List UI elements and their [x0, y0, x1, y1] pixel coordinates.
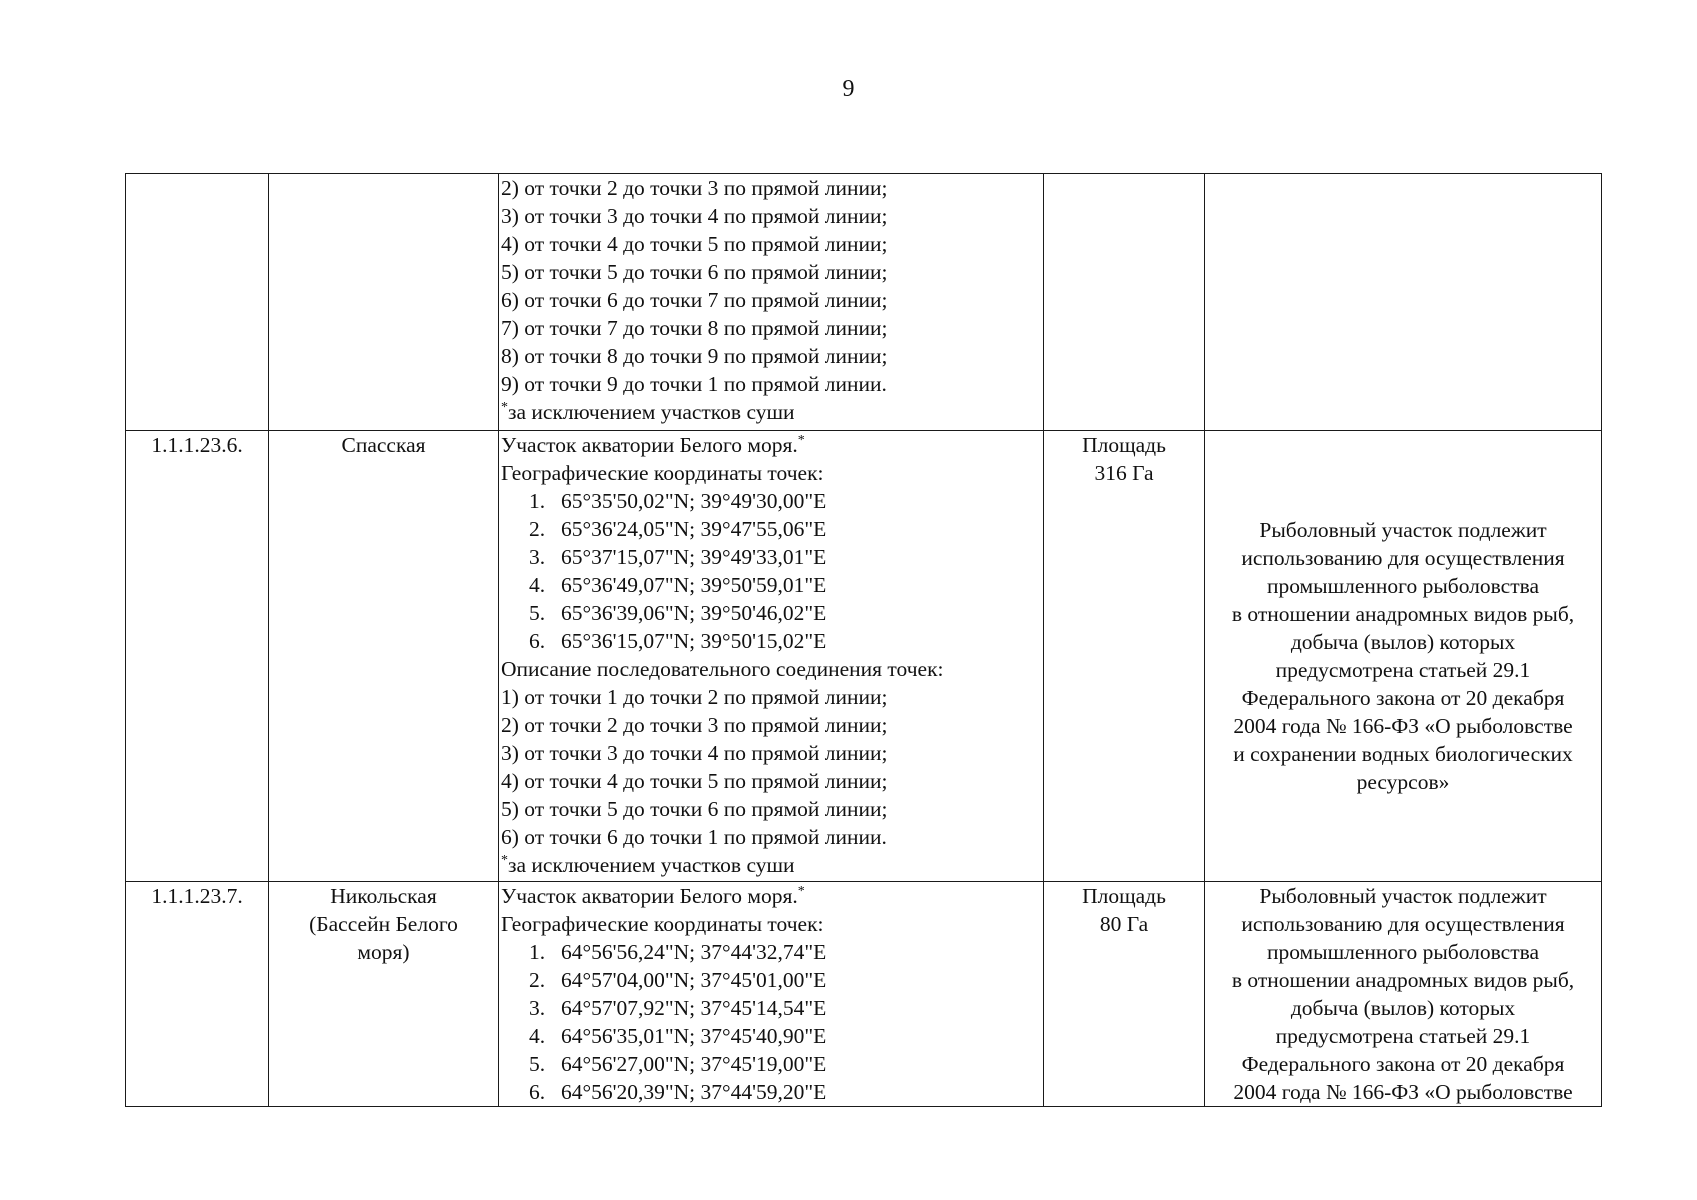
note-line: Рыболовный участок подлежит: [1259, 518, 1547, 542]
area-name-line: моря): [357, 940, 410, 964]
connection-item: 3) от точки 3 до точки 4 по прямой линии;: [501, 741, 888, 765]
coordinate-item: [501, 515, 1041, 543]
note-line: предусмотрена статьей 29.1: [1275, 1024, 1531, 1048]
footnote-marker: *: [797, 883, 805, 899]
area-intro-text: Участок акватории Белого моря.: [501, 884, 798, 908]
note-line: и сохранении водных биологических: [1233, 742, 1573, 766]
coordinate-item: [501, 599, 1041, 627]
coordinate-index: 5.: [529, 601, 546, 625]
footnote-marker: *: [797, 432, 805, 448]
footnote-marker: *: [501, 399, 508, 415]
connection-item: 4) от точки 4 до точки 5 по прямой линии;: [501, 769, 888, 793]
coordinate-item: [501, 571, 1041, 599]
coordinate-item: [501, 938, 1041, 966]
coordinate-index: 6.: [529, 629, 546, 653]
coordinate-index: 5.: [529, 1052, 546, 1076]
coordinate-value: 64°57'04,00"N; 37°45'01,00"E: [561, 968, 827, 992]
table-body: [126, 174, 1602, 1107]
coordinate-index: 3.: [529, 996, 546, 1020]
note-line: 2004 года № 166-ФЗ «О рыболовстве: [1233, 1080, 1573, 1104]
note-line: Федерального закона от 20 декабря: [1241, 1052, 1565, 1076]
coordinate-item: [501, 543, 1041, 571]
table-row: [126, 431, 1602, 882]
area-intro: [501, 882, 1041, 910]
footnote-text: за исключением участков суши: [508, 853, 795, 877]
coordinate-index: 2.: [529, 517, 546, 541]
connection-header: Описание последовательного соединения точек:: [501, 657, 944, 681]
connection-item: 8) от точки 8 до точки 9 по прямой линии;: [501, 344, 888, 368]
cell-area-description: [499, 174, 1044, 431]
coordinates-header: Географические координаты точек:: [501, 461, 824, 485]
cell-area-description: [499, 431, 1044, 882]
note-line: добыча (вылов) которых: [1290, 996, 1516, 1020]
note-line: Федерального закона от 20 декабря: [1241, 686, 1565, 710]
note-line: Рыболовный участок подлежит: [1259, 884, 1547, 908]
cell-area-name: [269, 174, 499, 431]
coordinate-value: 65°37'15,07"N; 39°49'33,01"E: [561, 545, 827, 569]
cell-area-note: [1205, 431, 1602, 882]
connection-item: 1) от точки 1 до точки 2 по прямой линии;: [501, 685, 888, 709]
note-line: добыча (вылов) которых: [1290, 630, 1516, 654]
connection-item: 2) от точки 2 до точки 3 по прямой линии;: [501, 713, 888, 737]
coordinate-item: [501, 487, 1041, 515]
fishing-areas-table: [125, 173, 1602, 1107]
coordinate-item: [501, 627, 1041, 655]
area-name-line: Никольская: [330, 884, 437, 908]
cell-area-number: [126, 431, 269, 882]
note-line: 2004 года № 166-ФЗ «О рыболовстве: [1233, 714, 1573, 738]
coordinate-value: 64°56'20,39"N; 37°44'59,20"E: [561, 1080, 827, 1104]
area-number: 1.1.1.23.7.: [151, 884, 243, 908]
coordinate-value: 65°36'24,05"N; 39°47'55,06"E: [561, 517, 827, 541]
cell-area-note: [1205, 174, 1602, 431]
connection-item: 6) от точки 6 до точки 7 по прямой линии;: [501, 288, 888, 312]
note-line: промышленного рыболовства: [1266, 940, 1540, 964]
cell-area-note: [1205, 882, 1602, 1107]
note-line: ресурсов»: [1356, 770, 1450, 794]
coordinate-item: [501, 966, 1041, 994]
coordinate-value: 64°56'35,01"N; 37°45'40,90"E: [561, 1024, 827, 1048]
connection-item: 5) от точки 5 до точки 6 по прямой линии;: [501, 797, 888, 821]
coordinate-item: [501, 1050, 1041, 1078]
area-number: 1.1.1.23.6.: [151, 433, 243, 457]
footnote-text: за исключением участков суши: [508, 400, 795, 424]
coordinate-value: 64°56'56,24"N; 37°44'32,74"E: [561, 940, 827, 964]
connection-item: 7) от точки 7 до точки 8 по прямой линии;: [501, 316, 888, 340]
area-size-line: Площадь: [1082, 433, 1166, 457]
coordinate-value: 65°35'50,02"N; 39°49'30,00"E: [561, 489, 827, 513]
cell-area-number: [126, 882, 269, 1107]
area-name-line: Спасская: [341, 433, 426, 457]
coordinate-index: 1.: [529, 489, 546, 513]
connection-item: 3) от точки 3 до точки 4 по прямой линии;: [501, 204, 888, 228]
connection-item: 4) от точки 4 до точки 5 по прямой линии;: [501, 232, 888, 256]
coordinate-value: 64°56'27,00"N; 37°45'19,00"E: [561, 1052, 827, 1076]
connection-item: 2) от точки 2 до точки 3 по прямой линии;: [501, 176, 888, 200]
connection-item: 9) от точки 9 до точки 1 по прямой линии.: [501, 372, 887, 396]
cell-area-name: [269, 882, 499, 1107]
coordinate-item: [501, 994, 1041, 1022]
note-line: промышленного рыболовства: [1266, 574, 1540, 598]
note-line: использованию для осуществления: [1241, 546, 1565, 570]
area-intro-text: Участок акватории Белого моря.: [501, 433, 798, 457]
note-line: использованию для осуществления: [1241, 912, 1565, 936]
cell-area-name: [269, 431, 499, 882]
cell-area-size: [1044, 174, 1205, 431]
footnote-marker: *: [501, 852, 508, 868]
coordinate-item: [501, 1022, 1041, 1050]
area-name-line: (Бассейн Белого: [309, 912, 458, 936]
footnote: [501, 851, 1041, 879]
connection-item: 6) от точки 6 до точки 1 по прямой линии.: [501, 825, 887, 849]
coordinate-item: [501, 1078, 1041, 1106]
cell-area-size: [1044, 431, 1205, 882]
note-line: предусмотрена статьей 29.1: [1275, 658, 1531, 682]
coordinate-index: 1.: [529, 940, 546, 964]
coordinate-value: 65°36'49,07"N; 39°50'59,01"E: [561, 573, 827, 597]
cell-area-size: [1044, 882, 1205, 1107]
cell-area-description: [499, 882, 1044, 1107]
table-row: [126, 174, 1602, 431]
coordinate-index: 4.: [529, 1024, 546, 1048]
coordinate-index: 2.: [529, 968, 546, 992]
coordinate-index: 6.: [529, 1080, 546, 1104]
note-line: в отношении анадромных видов рыб,: [1231, 968, 1575, 992]
coordinates-header: Географические координаты точек:: [501, 912, 824, 936]
area-size-line: Площадь: [1082, 884, 1166, 908]
coordinate-index: 3.: [529, 545, 546, 569]
area-intro: [501, 431, 1041, 459]
coordinate-value: 64°57'07,92"N; 37°45'14,54"E: [561, 996, 827, 1020]
coordinate-value: 65°36'39,06"N; 39°50'46,02"E: [561, 601, 827, 625]
note-line: в отношении анадромных видов рыб,: [1231, 602, 1575, 626]
footnote: [501, 398, 1041, 426]
coordinate-value: 65°36'15,07"N; 39°50'15,02"E: [561, 629, 827, 653]
connection-item: 5) от точки 5 до точки 6 по прямой линии;: [501, 260, 888, 284]
table-row: [126, 882, 1602, 1107]
coordinate-index: 4.: [529, 573, 546, 597]
page-number: 9: [842, 76, 855, 102]
cell-area-number: [126, 174, 269, 431]
area-size-line: 316 Га: [1094, 461, 1154, 485]
area-size-line: 80 Га: [1099, 912, 1149, 936]
